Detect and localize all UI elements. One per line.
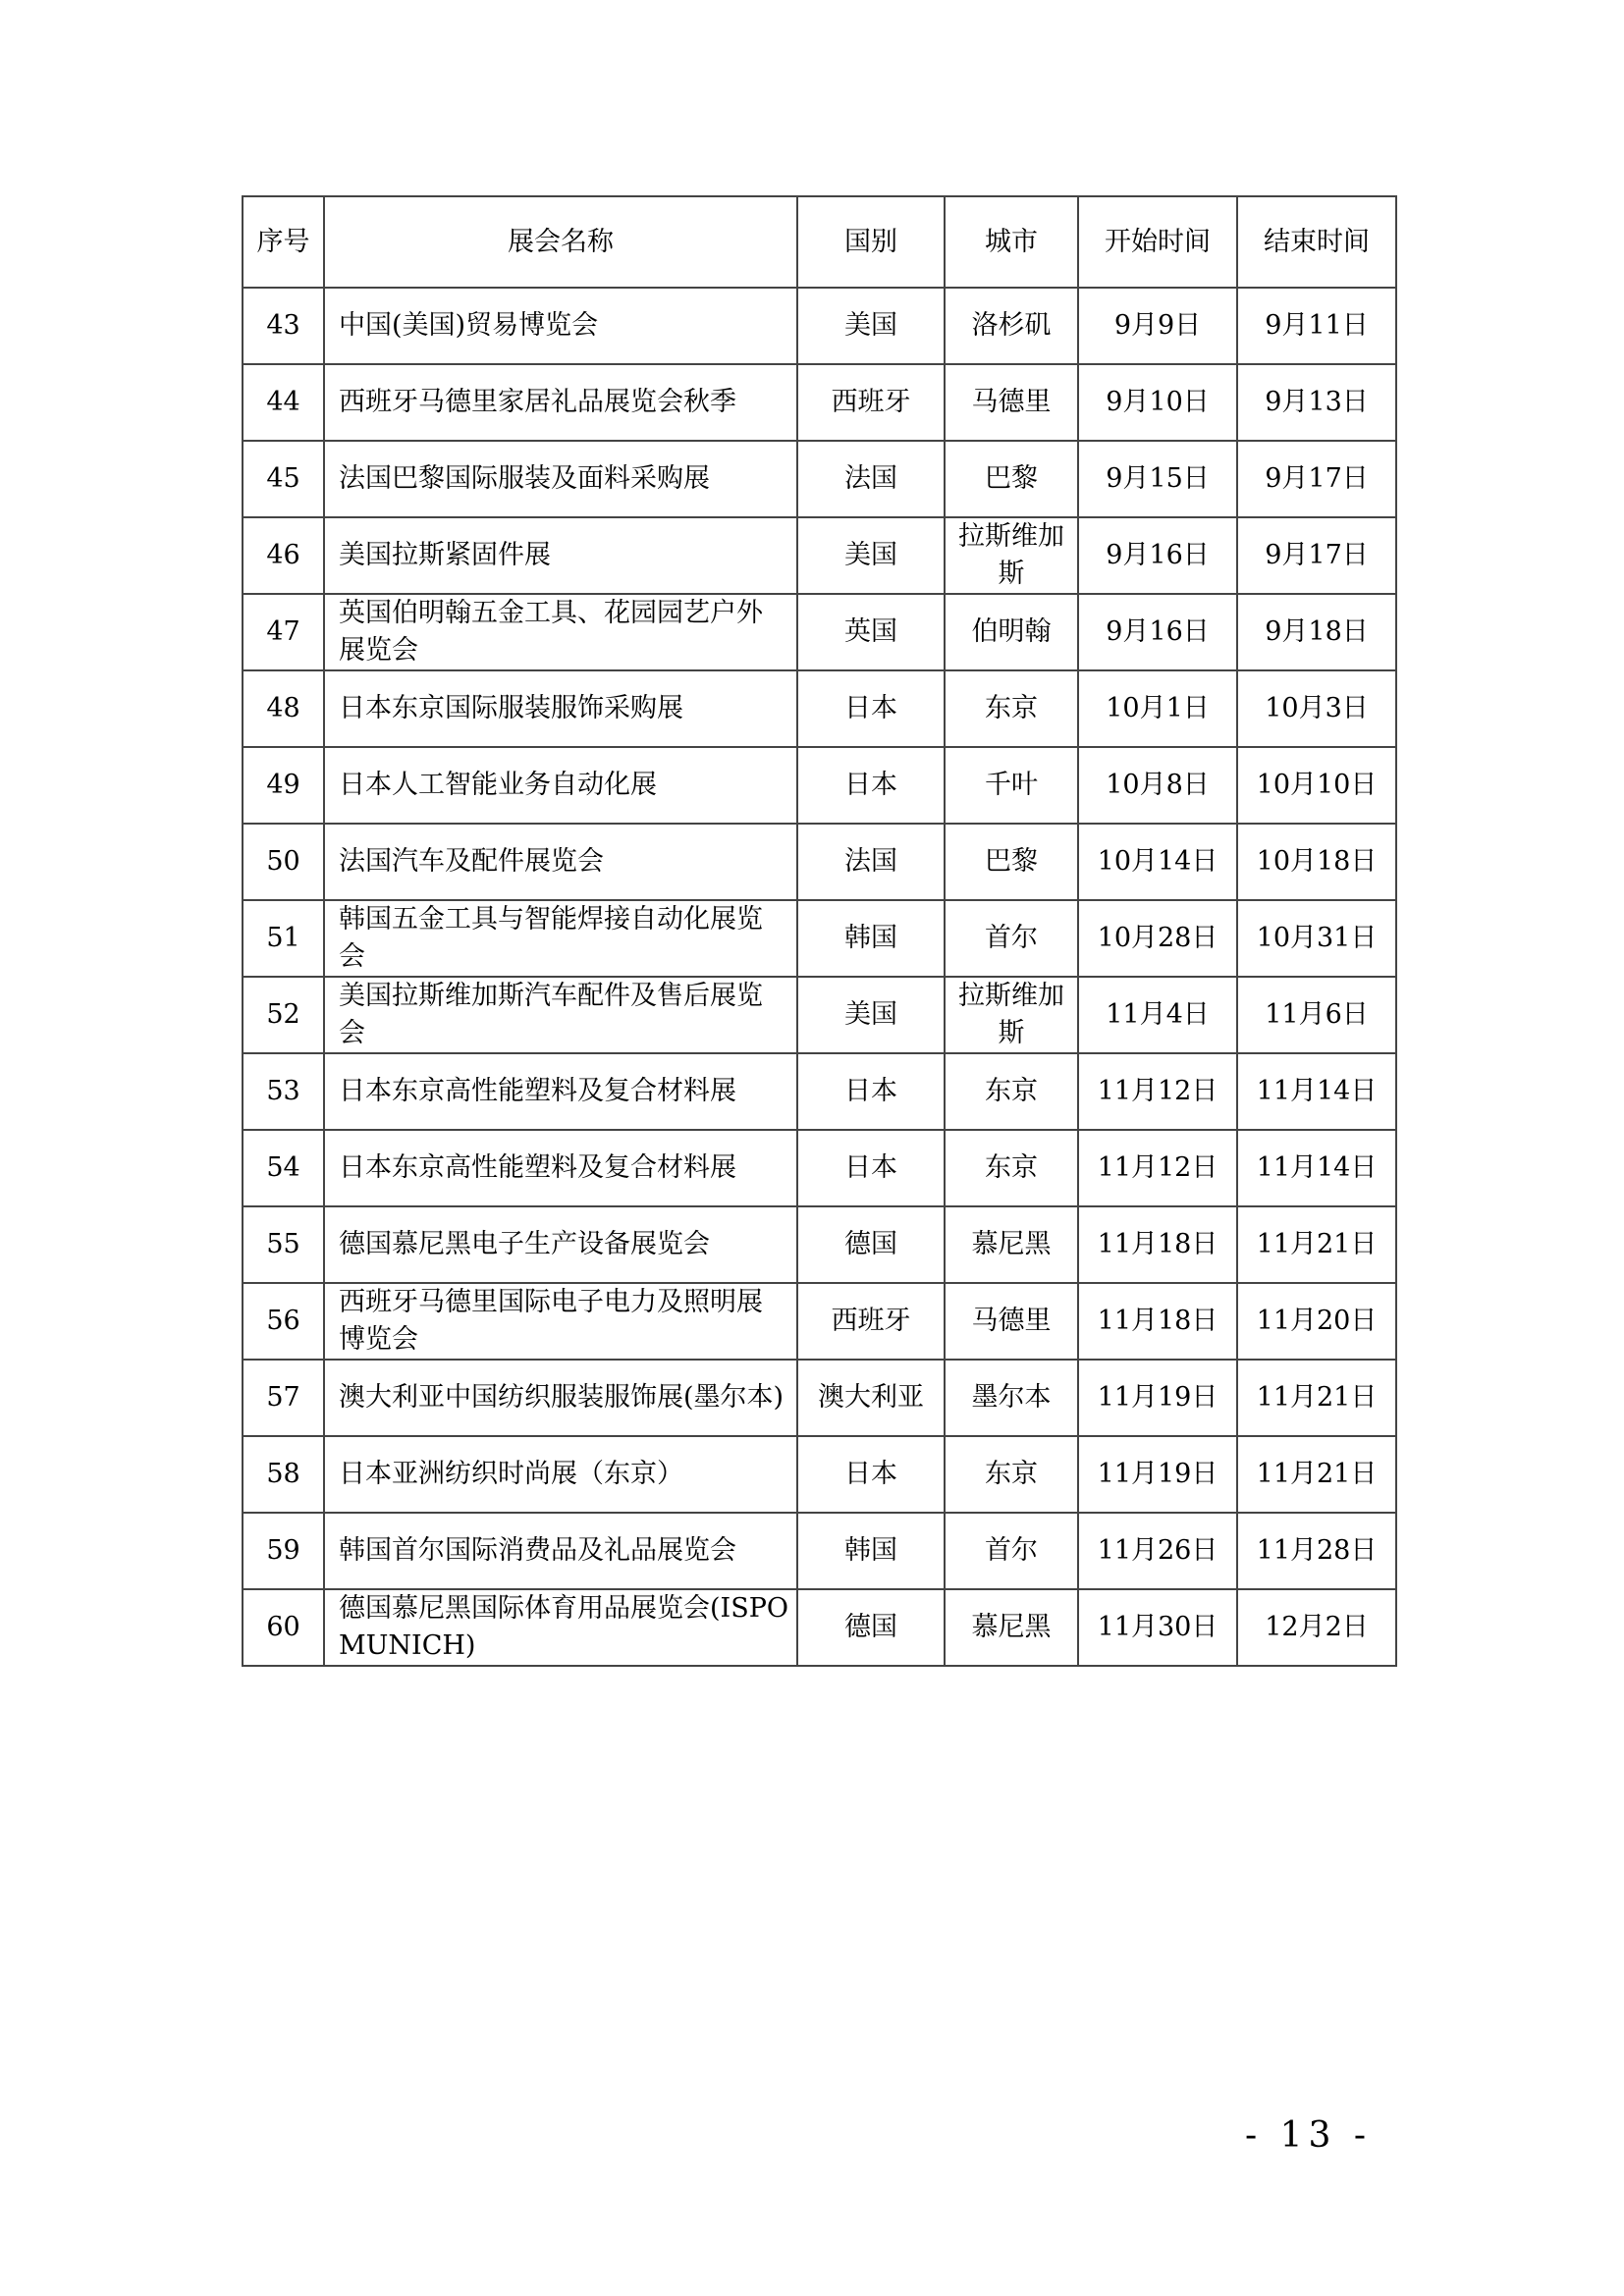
cell-name: 法国汽车及配件展览会 — [324, 824, 797, 900]
cell-num: 60 — [243, 1589, 324, 1666]
cell-start: 11月12日 — [1078, 1130, 1237, 1206]
cell-num: 53 — [243, 1053, 324, 1130]
cell-city: 首尔 — [945, 1513, 1078, 1589]
cell-country: 美国 — [797, 517, 945, 594]
cell-name: 日本东京高性能塑料及复合材料展 — [324, 1130, 797, 1206]
cell-end: 12月2日 — [1237, 1589, 1396, 1666]
cell-name: 中国(美国)贸易博览会 — [324, 288, 797, 364]
cell-country: 法国 — [797, 441, 945, 517]
cell-name: 法国巴黎国际服装及面料采购展 — [324, 441, 797, 517]
cell-end: 9月13日 — [1237, 364, 1396, 441]
cell-start: 11月4日 — [1078, 977, 1237, 1053]
cell-name: 日本人工智能业务自动化展 — [324, 747, 797, 824]
cell-start: 10月28日 — [1078, 900, 1237, 977]
cell-num: 43 — [243, 288, 324, 364]
header-city: 城市 — [945, 196, 1078, 288]
cell-name: 韩国五金工具与智能焊接自动化展览会 — [324, 900, 797, 977]
cell-city: 东京 — [945, 1053, 1078, 1130]
cell-start: 9月10日 — [1078, 364, 1237, 441]
cell-end: 11月20日 — [1237, 1283, 1396, 1360]
cell-country: 西班牙 — [797, 364, 945, 441]
cell-city: 拉斯维加斯 — [945, 517, 1078, 594]
cell-start: 11月30日 — [1078, 1589, 1237, 1666]
table-row — [243, 670, 1396, 747]
cell-end: 10月3日 — [1237, 670, 1396, 747]
table-row — [243, 1589, 1396, 1666]
table-body — [243, 288, 1396, 1666]
table-row — [243, 364, 1396, 441]
cell-country: 德国 — [797, 1206, 945, 1283]
cell-city: 东京 — [945, 1436, 1078, 1513]
cell-num: 44 — [243, 364, 324, 441]
cell-city: 马德里 — [945, 1283, 1078, 1360]
cell-name: 韩国首尔国际消费品及礼品展览会 — [324, 1513, 797, 1589]
table-row — [243, 1360, 1396, 1436]
table-row — [243, 288, 1396, 364]
header-num: 序号 — [243, 196, 324, 288]
table-row — [243, 900, 1396, 977]
cell-end: 11月14日 — [1237, 1130, 1396, 1206]
cell-start: 11月18日 — [1078, 1283, 1237, 1360]
cell-city: 千叶 — [945, 747, 1078, 824]
cell-start: 11月18日 — [1078, 1206, 1237, 1283]
cell-start: 9月9日 — [1078, 288, 1237, 364]
cell-name: 西班牙马德里国际电子电力及照明展博览会 — [324, 1283, 797, 1360]
cell-end: 11月28日 — [1237, 1513, 1396, 1589]
cell-country: 西班牙 — [797, 1283, 945, 1360]
table-row — [243, 1513, 1396, 1589]
cell-num: 57 — [243, 1360, 324, 1436]
cell-end: 9月18日 — [1237, 594, 1396, 670]
cell-num: 58 — [243, 1436, 324, 1513]
cell-end: 9月17日 — [1237, 517, 1396, 594]
cell-country: 韩国 — [797, 1513, 945, 1589]
cell-city: 拉斯维加斯 — [945, 977, 1078, 1053]
cell-country: 美国 — [797, 977, 945, 1053]
cell-start: 10月14日 — [1078, 824, 1237, 900]
cell-start: 9月16日 — [1078, 594, 1237, 670]
cell-num: 47 — [243, 594, 324, 670]
cell-city: 巴黎 — [945, 824, 1078, 900]
table-row — [243, 747, 1396, 824]
cell-country: 英国 — [797, 594, 945, 670]
cell-city: 巴黎 — [945, 441, 1078, 517]
cell-country: 美国 — [797, 288, 945, 364]
cell-end: 10月31日 — [1237, 900, 1396, 977]
cell-start: 9月15日 — [1078, 441, 1237, 517]
table-row — [243, 1053, 1396, 1130]
table-row — [243, 517, 1396, 594]
cell-start: 9月16日 — [1078, 517, 1237, 594]
cell-end: 11月6日 — [1237, 977, 1396, 1053]
table-row — [243, 441, 1396, 517]
cell-name: 日本东京高性能塑料及复合材料展 — [324, 1053, 797, 1130]
cell-num: 45 — [243, 441, 324, 517]
cell-num: 48 — [243, 670, 324, 747]
table-row — [243, 824, 1396, 900]
cell-city: 慕尼黑 — [945, 1589, 1078, 1666]
cell-end: 10月18日 — [1237, 824, 1396, 900]
cell-num: 54 — [243, 1130, 324, 1206]
exhibition-table — [242, 195, 1397, 1667]
cell-city: 慕尼黑 — [945, 1206, 1078, 1283]
cell-end: 9月17日 — [1237, 441, 1396, 517]
cell-country: 澳大利亚 — [797, 1360, 945, 1436]
cell-name: 澳大利亚中国纺织服装服饰展(墨尔本) — [324, 1360, 797, 1436]
cell-num: 52 — [243, 977, 324, 1053]
cell-country: 德国 — [797, 1589, 945, 1666]
cell-city: 东京 — [945, 670, 1078, 747]
cell-start: 11月12日 — [1078, 1053, 1237, 1130]
cell-city: 马德里 — [945, 364, 1078, 441]
cell-country: 法国 — [797, 824, 945, 900]
cell-num: 51 — [243, 900, 324, 977]
table-row — [243, 1206, 1396, 1283]
header-start: 开始时间 — [1078, 196, 1237, 288]
cell-name: 美国拉斯紧固件展 — [324, 517, 797, 594]
cell-num: 50 — [243, 824, 324, 900]
cell-name: 日本东京国际服装服饰采购展 — [324, 670, 797, 747]
cell-num: 49 — [243, 747, 324, 824]
cell-city: 洛杉矶 — [945, 288, 1078, 364]
cell-name: 美国拉斯维加斯汽车配件及售后展览会 — [324, 977, 797, 1053]
page-number: - 13 - — [1245, 2115, 1373, 2156]
cell-name: 西班牙马德里家居礼品展览会秋季 — [324, 364, 797, 441]
cell-end: 11月14日 — [1237, 1053, 1396, 1130]
table-row — [243, 1283, 1396, 1360]
cell-city: 墨尔本 — [945, 1360, 1078, 1436]
cell-start: 10月8日 — [1078, 747, 1237, 824]
cell-num: 59 — [243, 1513, 324, 1589]
cell-name: 日本亚洲纺织时尚展（东京） — [324, 1436, 797, 1513]
cell-num: 46 — [243, 517, 324, 594]
cell-name: 德国慕尼黑国际体育用品展览会(ISPO MUNICH) — [324, 1589, 797, 1666]
cell-start: 10月1日 — [1078, 670, 1237, 747]
cell-end: 11月21日 — [1237, 1206, 1396, 1283]
cell-country: 日本 — [797, 1436, 945, 1513]
cell-country: 韩国 — [797, 900, 945, 977]
cell-start: 11月19日 — [1078, 1360, 1237, 1436]
cell-country: 日本 — [797, 747, 945, 824]
header-end: 结束时间 — [1237, 196, 1396, 288]
table-row — [243, 594, 1396, 670]
cell-start: 11月26日 — [1078, 1513, 1237, 1589]
table-row — [243, 1436, 1396, 1513]
cell-city: 东京 — [945, 1130, 1078, 1206]
table-row — [243, 977, 1396, 1053]
cell-country: 日本 — [797, 1130, 945, 1206]
cell-end: 11月21日 — [1237, 1360, 1396, 1436]
cell-city: 首尔 — [945, 900, 1078, 977]
cell-start: 11月19日 — [1078, 1436, 1237, 1513]
header-name: 展会名称 — [324, 196, 797, 288]
table-row — [243, 1130, 1396, 1206]
table-header-row — [243, 196, 1396, 288]
cell-end: 10月10日 — [1237, 747, 1396, 824]
cell-end: 9月11日 — [1237, 288, 1396, 364]
header-country: 国别 — [797, 196, 945, 288]
cell-country: 日本 — [797, 1053, 945, 1130]
cell-city: 伯明翰 — [945, 594, 1078, 670]
cell-num: 56 — [243, 1283, 324, 1360]
cell-name: 英国伯明翰五金工具、花园园艺户外展览会 — [324, 594, 797, 670]
cell-name: 德国慕尼黑电子生产设备展览会 — [324, 1206, 797, 1283]
cell-country: 日本 — [797, 670, 945, 747]
cell-num: 55 — [243, 1206, 324, 1283]
cell-end: 11月21日 — [1237, 1436, 1396, 1513]
